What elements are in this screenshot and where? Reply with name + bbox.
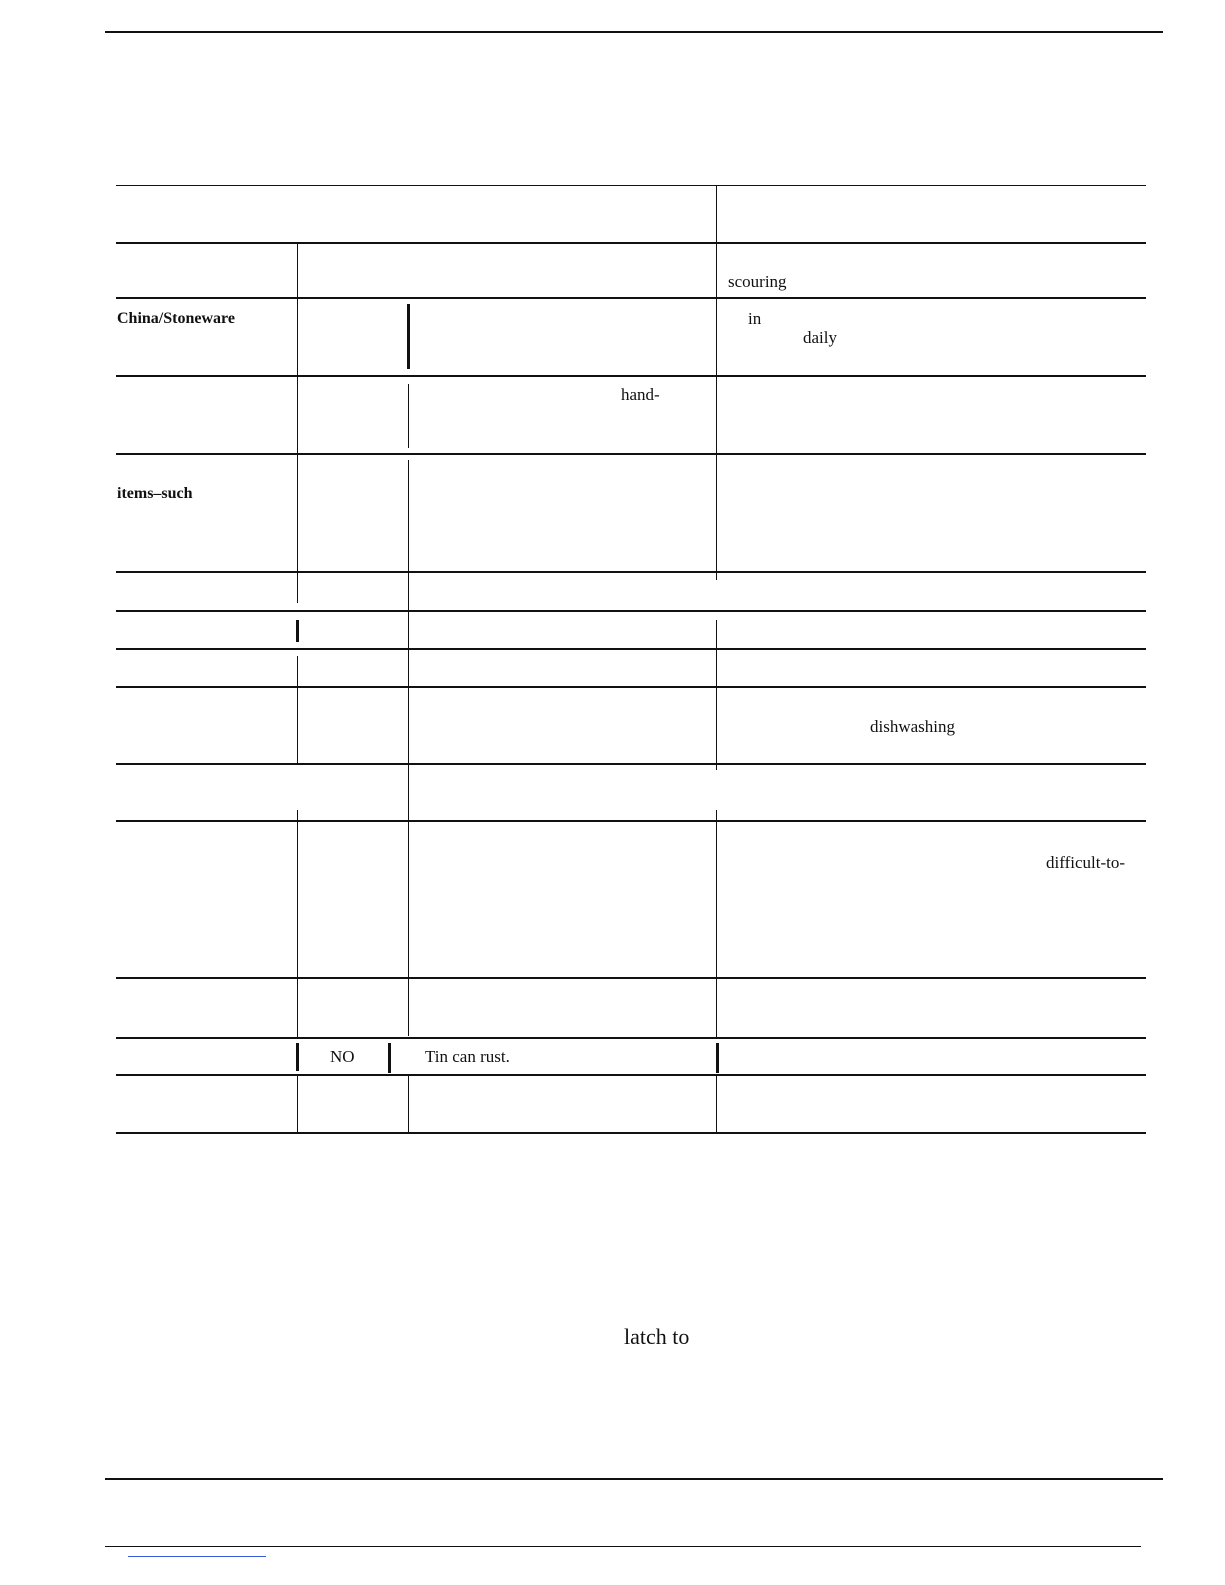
column-divider <box>716 185 717 580</box>
column-divider <box>716 1074 717 1132</box>
cell-text-daily: daily <box>803 328 837 347</box>
table-rule <box>116 242 1146 244</box>
column-divider <box>408 460 409 1036</box>
column-divider <box>297 453 298 603</box>
table-rule <box>116 610 1146 612</box>
cell-text-no: NO <box>330 1047 355 1066</box>
column-divider <box>297 656 298 764</box>
table-rule <box>116 763 1146 765</box>
column-divider <box>297 242 298 297</box>
top-rule <box>105 31 1163 33</box>
column-divider <box>388 1043 391 1073</box>
cell-text-dishwashing: dishwashing <box>870 717 955 736</box>
footer-rule <box>105 1546 1141 1547</box>
table-rule <box>116 1074 1146 1076</box>
cell-text-in: in <box>748 309 762 328</box>
column-divider <box>297 297 298 375</box>
table-rule-bottom <box>116 1132 1146 1134</box>
column-divider <box>296 620 299 642</box>
cell-text-scouring: scouring <box>728 272 787 291</box>
column-divider <box>297 1074 298 1132</box>
table-rule <box>116 571 1146 573</box>
column-divider <box>716 1043 719 1073</box>
bottom-rule <box>105 1478 1163 1480</box>
table-rule <box>116 1037 1146 1039</box>
cell-text-tin-can-rust: Tin can rust. <box>425 1047 510 1066</box>
column-divider <box>296 1043 299 1071</box>
column-divider <box>408 1074 409 1132</box>
body-text-fragment: latch to <box>624 1324 690 1349</box>
row-label-items-such: items–such <box>117 485 193 502</box>
cell-text-difficult-to: difficult-to- <box>1046 853 1125 872</box>
table-rule <box>116 453 1146 455</box>
table-rule <box>116 686 1146 688</box>
table-rule <box>116 648 1146 650</box>
table-rule <box>116 977 1146 979</box>
table-rule <box>116 375 1146 377</box>
cell-text-hand: hand- <box>621 385 660 404</box>
row-label-china-stoneware: China/Stoneware <box>117 310 235 327</box>
table-rule <box>116 297 1146 299</box>
footer-link-underline <box>128 1556 266 1557</box>
column-divider <box>297 810 298 1037</box>
table-rule <box>116 820 1146 822</box>
table-rule-top <box>116 185 1146 186</box>
column-divider <box>297 375 298 453</box>
column-divider <box>716 810 717 1037</box>
column-divider <box>716 620 717 770</box>
column-divider <box>408 384 409 448</box>
column-divider <box>407 304 410 369</box>
